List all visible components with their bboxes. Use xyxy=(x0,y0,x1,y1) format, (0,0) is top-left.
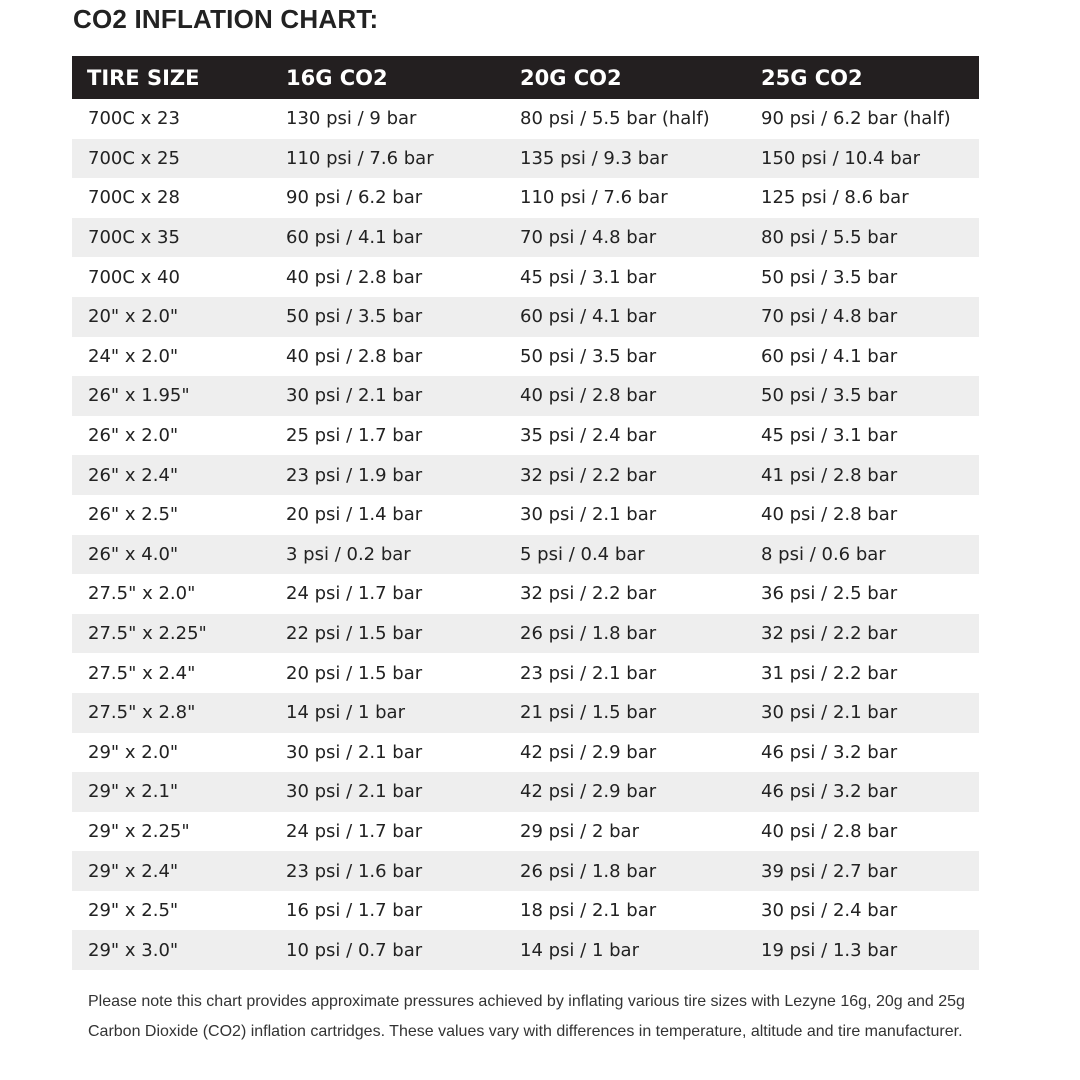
cell-25g-co2: 46 psi / 3.2 bar xyxy=(761,781,898,803)
cell-25g-co2: 125 psi / 8.6 bar xyxy=(761,187,909,209)
header-tire-size: TIRE SIZE xyxy=(87,65,200,90)
cell-tire-size: 20" x 2.0" xyxy=(88,306,179,328)
cell-16g-co2: 25 psi / 1.7 bar xyxy=(286,425,423,447)
cell-20g-co2: 26 psi / 1.8 bar xyxy=(520,623,657,645)
cell-25g-co2: 150 psi / 10.4 bar xyxy=(761,147,921,169)
cell-25g-co2: 30 psi / 2.4 bar xyxy=(761,900,898,922)
cell-25g-co2: 40 psi / 2.8 bar xyxy=(761,504,898,526)
table-row xyxy=(72,218,979,258)
table-row xyxy=(72,693,979,733)
cell-25g-co2: 50 psi / 3.5 bar xyxy=(761,266,898,288)
cell-25g-co2: 60 psi / 4.1 bar xyxy=(761,345,898,367)
cell-16g-co2: 24 psi / 1.7 bar xyxy=(286,583,423,605)
cell-16g-co2: 50 psi / 3.5 bar xyxy=(286,306,423,328)
cell-tire-size: 29" x 2.1" xyxy=(88,781,179,803)
cell-tire-size: 29" x 2.4" xyxy=(88,860,179,882)
cell-tire-size: 27.5" x 2.25" xyxy=(88,623,207,645)
cell-16g-co2: 23 psi / 1.9 bar xyxy=(286,464,423,486)
table-row xyxy=(72,891,979,931)
header-20g-co2: 20G CO2 xyxy=(520,65,622,90)
footnote: Please note this chart provides approximate pressures achieved by inflating various tire sizes with Lezyne 16g, 20g and 25g Carbon Dioxide (CO2) inflation cartridges. These values vary with differences in temperature, altitude and tire manufacturer. xyxy=(88,993,965,1040)
table-row xyxy=(72,614,979,654)
cell-25g-co2: 32 psi / 2.2 bar xyxy=(761,623,898,645)
cell-25g-co2: 8 psi / 0.6 bar xyxy=(761,543,886,565)
cell-tire-size: 24" x 2.0" xyxy=(88,345,179,367)
cell-16g-co2: 130 psi / 9 bar xyxy=(286,108,417,130)
cell-20g-co2: 26 psi / 1.8 bar xyxy=(520,860,657,882)
cell-tire-size: 700C x 23 xyxy=(88,108,180,130)
cell-20g-co2: 70 psi / 4.8 bar xyxy=(520,227,657,249)
table-body xyxy=(72,99,979,970)
cell-tire-size: 700C x 35 xyxy=(88,227,180,249)
cell-20g-co2: 40 psi / 2.8 bar xyxy=(520,385,657,407)
cell-16g-co2: 30 psi / 2.1 bar xyxy=(286,385,423,407)
cell-16g-co2: 110 psi / 7.6 bar xyxy=(286,147,434,169)
table-row xyxy=(72,337,979,377)
cell-20g-co2: 60 psi / 4.1 bar xyxy=(520,306,657,328)
table-row xyxy=(72,416,979,456)
cell-25g-co2: 36 psi / 2.5 bar xyxy=(761,583,898,605)
cell-tire-size: 26" x 2.5" xyxy=(88,504,179,526)
cell-16g-co2: 14 psi / 1 bar xyxy=(286,702,405,724)
cell-25g-co2: 50 psi / 3.5 bar xyxy=(761,385,898,407)
cell-25g-co2: 30 psi / 2.1 bar xyxy=(761,702,898,724)
table-row xyxy=(72,297,979,337)
cell-16g-co2: 3 psi / 0.2 bar xyxy=(286,543,411,565)
cell-tire-size: 27.5" x 2.4" xyxy=(88,662,196,684)
cell-25g-co2: 40 psi / 2.8 bar xyxy=(761,820,898,842)
table-row xyxy=(72,574,979,614)
cell-25g-co2: 46 psi / 3.2 bar xyxy=(761,741,898,763)
cell-20g-co2: 35 psi / 2.4 bar xyxy=(520,425,657,447)
table-row xyxy=(72,772,979,812)
table-row xyxy=(72,99,979,139)
cell-16g-co2: 22 psi / 1.5 bar xyxy=(286,623,423,645)
cell-25g-co2: 80 psi / 5.5 bar xyxy=(761,227,898,249)
cell-16g-co2: 24 psi / 1.7 bar xyxy=(286,820,423,842)
cell-25g-co2: 45 psi / 3.1 bar xyxy=(761,425,898,447)
cell-25g-co2: 19 psi / 1.3 bar xyxy=(761,939,898,961)
table-row xyxy=(72,733,979,773)
page-title: CO2 INFLATION CHART: xyxy=(73,4,379,34)
cell-16g-co2: 90 psi / 6.2 bar xyxy=(286,187,423,209)
cell-20g-co2: 29 psi / 2 bar xyxy=(520,820,639,842)
cell-25g-co2: 39 psi / 2.7 bar xyxy=(761,860,898,882)
cell-tire-size: 700C x 40 xyxy=(88,266,180,288)
table-row xyxy=(72,812,979,852)
cell-tire-size: 26" x 1.95" xyxy=(88,385,190,407)
cell-tire-size: 29" x 2.0" xyxy=(88,741,179,763)
table-header-row xyxy=(72,56,979,99)
cell-16g-co2: 30 psi / 2.1 bar xyxy=(286,781,423,803)
cell-20g-co2: 32 psi / 2.2 bar xyxy=(520,464,657,486)
table-row xyxy=(72,257,979,297)
cell-20g-co2: 110 psi / 7.6 bar xyxy=(520,187,668,209)
table-row xyxy=(72,139,979,179)
co2-inflation-table xyxy=(72,56,979,970)
cell-20g-co2: 14 psi / 1 bar xyxy=(520,939,639,961)
cell-25g-co2: 70 psi / 4.8 bar xyxy=(761,306,898,328)
cell-tire-size: 26" x 2.4" xyxy=(88,464,179,486)
cell-tire-size: 26" x 4.0" xyxy=(88,543,179,565)
table-row xyxy=(72,455,979,495)
cell-25g-co2: 41 psi / 2.8 bar xyxy=(761,464,898,486)
table-row xyxy=(72,495,979,535)
table-row xyxy=(72,930,979,970)
cell-20g-co2: 30 psi / 2.1 bar xyxy=(520,504,657,526)
cell-20g-co2: 23 psi / 2.1 bar xyxy=(520,662,657,684)
cell-16g-co2: 40 psi / 2.8 bar xyxy=(286,345,423,367)
header-16g-co2: 16G CO2 xyxy=(286,65,388,90)
cell-16g-co2: 60 psi / 4.1 bar xyxy=(286,227,423,249)
cell-25g-co2: 31 psi / 2.2 bar xyxy=(761,662,898,684)
cell-20g-co2: 135 psi / 9.3 bar xyxy=(520,147,668,169)
cell-tire-size: 29" x 3.0" xyxy=(88,939,179,961)
table-row xyxy=(72,376,979,416)
cell-20g-co2: 45 psi / 3.1 bar xyxy=(520,266,657,288)
cell-20g-co2: 42 psi / 2.9 bar xyxy=(520,741,657,763)
cell-20g-co2: 21 psi / 1.5 bar xyxy=(520,702,657,724)
table-row xyxy=(72,851,979,891)
cell-16g-co2: 16 psi / 1.7 bar xyxy=(286,900,423,922)
cell-16g-co2: 20 psi / 1.4 bar xyxy=(286,504,423,526)
cell-tire-size: 700C x 28 xyxy=(88,187,180,209)
table-header xyxy=(72,56,979,99)
cell-tire-size: 27.5" x 2.0" xyxy=(88,583,196,605)
cell-tire-size: 27.5" x 2.8" xyxy=(88,702,196,724)
cell-tire-size: 26" x 2.0" xyxy=(88,425,179,447)
cell-tire-size: 29" x 2.5" xyxy=(88,900,179,922)
table-row xyxy=(72,535,979,575)
cell-20g-co2: 18 psi / 2.1 bar xyxy=(520,900,657,922)
header-25g-co2: 25G CO2 xyxy=(761,65,863,90)
table-row xyxy=(72,653,979,693)
cell-16g-co2: 20 psi / 1.5 bar xyxy=(286,662,423,684)
cell-25g-co2: 90 psi / 6.2 bar (half) xyxy=(761,108,951,130)
cell-16g-co2: 40 psi / 2.8 bar xyxy=(286,266,423,288)
cell-16g-co2: 10 psi / 0.7 bar xyxy=(286,939,423,961)
cell-16g-co2: 30 psi / 2.1 bar xyxy=(286,741,423,763)
cell-20g-co2: 80 psi / 5.5 bar (half) xyxy=(520,108,710,130)
cell-tire-size: 29" x 2.25" xyxy=(88,820,190,842)
table-row xyxy=(72,178,979,218)
cell-20g-co2: 5 psi / 0.4 bar xyxy=(520,543,645,565)
cell-16g-co2: 23 psi / 1.6 bar xyxy=(286,860,423,882)
cell-20g-co2: 42 psi / 2.9 bar xyxy=(520,781,657,803)
cell-20g-co2: 32 psi / 2.2 bar xyxy=(520,583,657,605)
cell-tire-size: 700C x 25 xyxy=(88,147,180,169)
cell-20g-co2: 50 psi / 3.5 bar xyxy=(520,345,657,367)
